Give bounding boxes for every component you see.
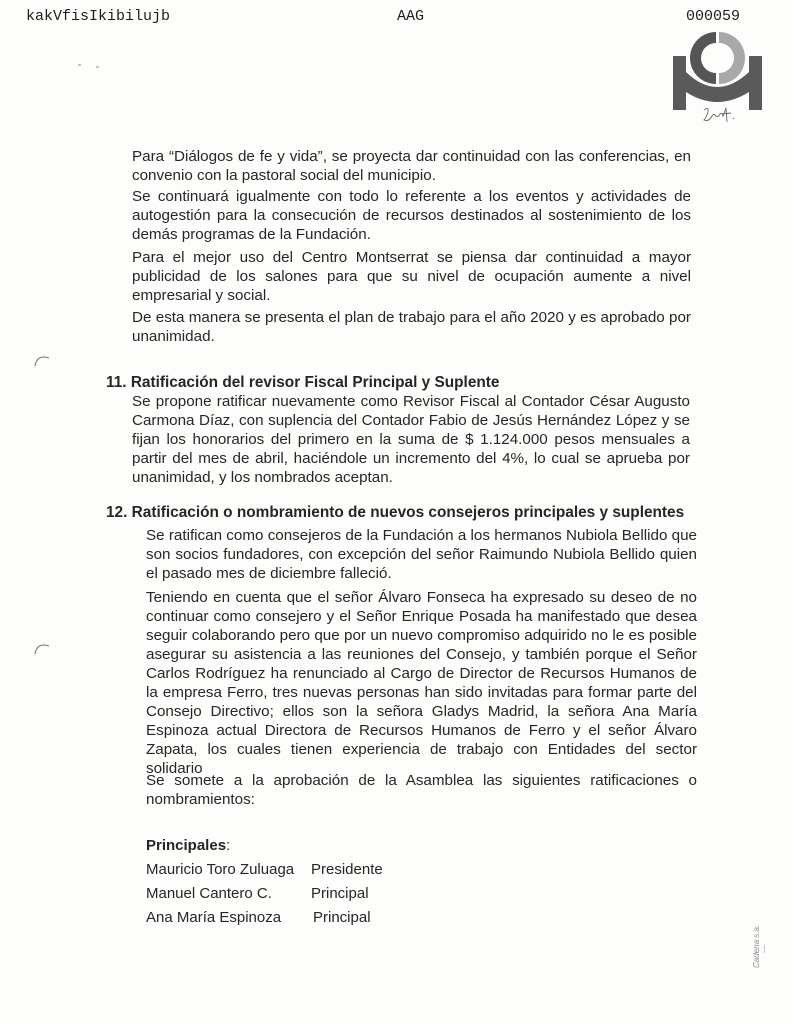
- document-code: kakVfisIkibilujb: [26, 8, 171, 25]
- intro-paragraph: Para “Diálogos de fe y vida”, se proyecta dar continuidad con las conferencias, en convenio con la pastoral social del municipio.: [132, 148, 691, 184]
- punch-hole-icon: [33, 352, 51, 368]
- principales-colon: :: [226, 837, 231, 854]
- section-12-paragraph: Se ratifican como consejeros de la Fundación a los hermanos Nubiola Bellido que son socios fundadores, con excepción del señor Raimundo Nubiola Bellido quien el pasado mes de diciembre falleció.: [146, 527, 697, 582]
- board-member-name: Mauricio Toro Zuluaga: [146, 861, 295, 878]
- foundation-logo-icon: [670, 30, 765, 110]
- intro-paragraph: De esta manera se presenta el plan de trabajo para el año 2020 y es aprobado por unanimidad.: [132, 309, 691, 345]
- section-12-paragraph: Se somete a la aprobación de la Asamblea las siguientes ratificaciones o nombramientos:: [146, 772, 697, 808]
- section-12-paragraph: Teniendo en cuenta que el señor Álvaro Fonseca ha expresado su deseo de no continuar como consejero y el Señor Enrique Posada ha manifestado que desea seguir colaborando pero que por un nuevo compromiso adquirido no le es posible asegurar su asistencia a las reuniones del Consejo, y también porque el Señor Carlos Rodríguez ha renunciado al Cargo de Director de Recursos Humanos de la empresa Ferro, tres nuevas personas han sido invitadas para formar parte del Consejo Directivo; ellos son la señora Gladys Madrid, la señora Ana María Espinoza actual Directora de Recursos Humanos de Ferro y el señor Álvaro Zapata, los cuales tienen experiencia de trabajo con Entidades del sector solidario: [146, 589, 697, 777]
- punch-hole-icon: [33, 640, 51, 656]
- scan-speck: [78, 64, 81, 66]
- document-series: AAG: [397, 8, 425, 25]
- intro-paragraph: Para el mejor uso del Centro Montserrat se piensa dar continuidad a mayor publicidad de los salones para que su nivel de ocupación aumente a nivel empresarial y social.: [132, 249, 691, 304]
- signature-icon: [700, 104, 740, 126]
- board-member-role: Principal: [311, 885, 369, 902]
- page-number: 000059: [686, 8, 741, 25]
- section-12-heading: 12. Ratificación o nombramiento de nuevos consejeros principales y suplentes: [106, 504, 685, 521]
- board-member-role: Principal: [313, 909, 371, 926]
- board-member-role: Presidente: [311, 861, 383, 878]
- principales-label: Principales: [146, 837, 227, 854]
- paper-brand-mark: Cadena s.a.: [752, 924, 761, 968]
- section-11-heading: 11. Ratificación del revisor Fiscal Principal y Suplente: [106, 374, 500, 391]
- intro-paragraph: Se continuará igualmente con todo lo referente a los eventos y actividades de autogestión para la consecución de recursos destinados al sostenimiento de los demás programas de la Fundación.: [132, 188, 691, 243]
- scan-speck: [96, 66, 99, 68]
- margin-mark: [764, 945, 765, 953]
- principales-heading: [146, 836, 230, 855]
- board-member-name: Ana María Espinoza: [146, 909, 282, 926]
- section-11-body: Se propone ratificar nuevamente como Revisor Fiscal al Contador César Augusto Carmona Díaz, con suplencia del Contador Fabio de Jesús Hernández López y se fijan los honorarios del primero en la suma de $ 1.124.000 pesos mensuales a partir del mes de abril, haciéndole un incremento del 4%, lo cual se aprueba por unanimidad, y los nombrados aceptan.: [132, 393, 690, 486]
- board-member-name: Manuel Cantero C.: [146, 885, 272, 902]
